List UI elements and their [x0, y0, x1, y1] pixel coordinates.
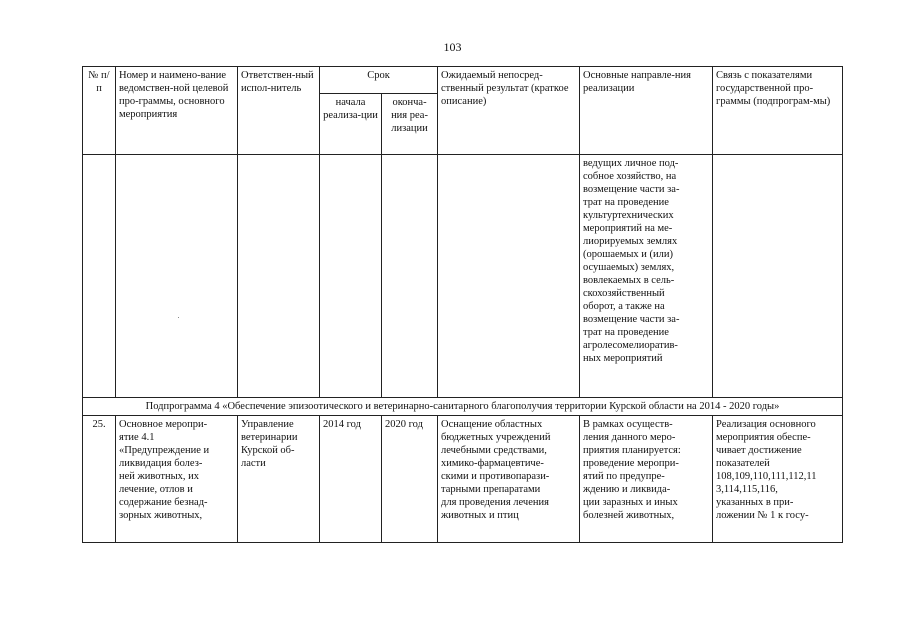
page-number: 103 — [443, 40, 462, 54]
text-line: Управление — [241, 419, 294, 430]
text-line: возмещение части за- — [583, 314, 680, 325]
table-row — [83, 416, 843, 543]
row-end: 2020 год — [382, 416, 438, 543]
text-line: бюджетных учреждений — [441, 432, 551, 443]
header-row — [83, 67, 843, 94]
text-line: Оснащение областных — [441, 419, 543, 430]
cell-empty — [116, 155, 238, 398]
header-result: Ожидаемый непосред-ственный результат (краткое описание) — [438, 67, 580, 155]
cell-empty — [382, 155, 438, 398]
text-line: Реализация основного — [716, 419, 816, 430]
text-line: культуртехнических — [583, 210, 674, 221]
row-responsible — [238, 416, 320, 543]
header-num: № п/п — [83, 67, 116, 155]
cell-empty — [83, 155, 116, 398]
text-line: мероприятия обеспе- — [716, 432, 811, 443]
text-line: ласти — [241, 458, 266, 469]
continuation-directions — [580, 155, 713, 398]
text-line: скими и противопарази- — [441, 471, 550, 482]
header-start: начала реализа-ции — [320, 94, 382, 155]
row-link — [713, 416, 843, 543]
text-line: В рамках осуществ- — [583, 419, 673, 430]
text-line: Курской об- — [241, 445, 295, 456]
text-line: зорных животных, — [119, 510, 203, 521]
text-line: ветеринарии — [241, 432, 298, 443]
text-line: возмещение части за- — [583, 184, 680, 195]
text-line: ления данного меро- — [583, 432, 676, 443]
text-line: ней животных, их — [119, 471, 200, 482]
text-line: оборот, а также на — [583, 301, 665, 312]
text-line: мероприятий на ме- — [583, 223, 673, 234]
text-line: лечение, отлов и — [119, 484, 193, 495]
text-line: 108,109,110,111,112,11 — [716, 471, 817, 482]
text-line: проведение меропри- — [583, 458, 679, 469]
header-responsible: Ответствен-ный испол-нитель — [238, 67, 320, 155]
header-term: Срок — [320, 67, 438, 94]
header-directions: Основные направле-ния реализации — [580, 67, 713, 155]
text-line: Основное меропри- — [119, 419, 208, 430]
cell-empty — [320, 155, 382, 398]
text-line: ведущих личное под- — [583, 158, 679, 169]
text-line: трат на проведение — [583, 327, 669, 338]
text-line: чивает достижение — [716, 445, 802, 456]
text-line: скохозяйственный — [583, 288, 665, 299]
header-link: Связь с показателями государственной про-граммы (подпрограм-мы) — [713, 67, 843, 155]
continuation-row — [83, 155, 843, 398]
cell-empty — [238, 155, 320, 398]
text-line: (орошаемых и (или) — [583, 249, 673, 260]
text-line: для проведения лечения — [441, 497, 549, 508]
text-line: ятий по предупре- — [583, 471, 665, 482]
text-line: «Предупреждение и — [119, 445, 210, 456]
text-line: тарными препаратами — [441, 484, 541, 495]
row-name — [116, 416, 238, 543]
text-line: лиорируемых землях — [583, 236, 678, 247]
row-result — [438, 416, 580, 543]
text-line: указанных в при- — [716, 497, 794, 508]
cell-empty — [438, 155, 580, 398]
text-line: болезней животных, — [583, 510, 675, 521]
text-line: агролесомелиоратив- — [583, 340, 678, 351]
text-line: ждению и ликвида- — [583, 484, 671, 495]
subprogram-title: Подпрограмма 4 «Обеспечение эпизоотического и ветеринарно-санитарного благополучия территории Курской области на 2014 - 2020 годы» — [83, 398, 843, 416]
text-line: ции заразных и иных — [583, 497, 678, 508]
scan-speck — [178, 317, 179, 318]
text-line: содержание безнад- — [119, 497, 208, 508]
text-line: осушаемых) землях, — [583, 262, 675, 273]
row-number: 25. — [83, 416, 116, 543]
text-line: трат на проведение — [583, 197, 669, 208]
subprogram-row — [83, 398, 843, 416]
text-line: показателей — [716, 458, 770, 469]
text-line: лечебными средствами, — [441, 445, 547, 456]
text-line: химико-фармацевтиче- — [441, 458, 544, 469]
program-table — [82, 66, 843, 543]
text-line: собное хозяйство, на — [583, 171, 677, 182]
text-line: ликвидация болез- — [119, 458, 203, 469]
header-name: Номер и наимено-вание ведомствен-ной целевой про-граммы, основного мероприятия — [116, 67, 238, 155]
header-end: оконча-ния реа-лизации — [382, 94, 438, 155]
text-line: приятия планируется: — [583, 445, 681, 456]
text-line: ложении № 1 к госу- — [716, 510, 809, 521]
cell-empty — [713, 155, 843, 398]
text-line: 3,114,115,116, — [716, 484, 778, 495]
text-line: ных мероприятий — [583, 353, 663, 364]
row-start: 2014 год — [320, 416, 382, 543]
text-line: животных и птиц — [441, 510, 519, 521]
text-line: ятие 4.1 — [119, 432, 155, 443]
row-directions — [580, 416, 713, 543]
text-line: вовлекаемых в сель- — [583, 275, 675, 286]
